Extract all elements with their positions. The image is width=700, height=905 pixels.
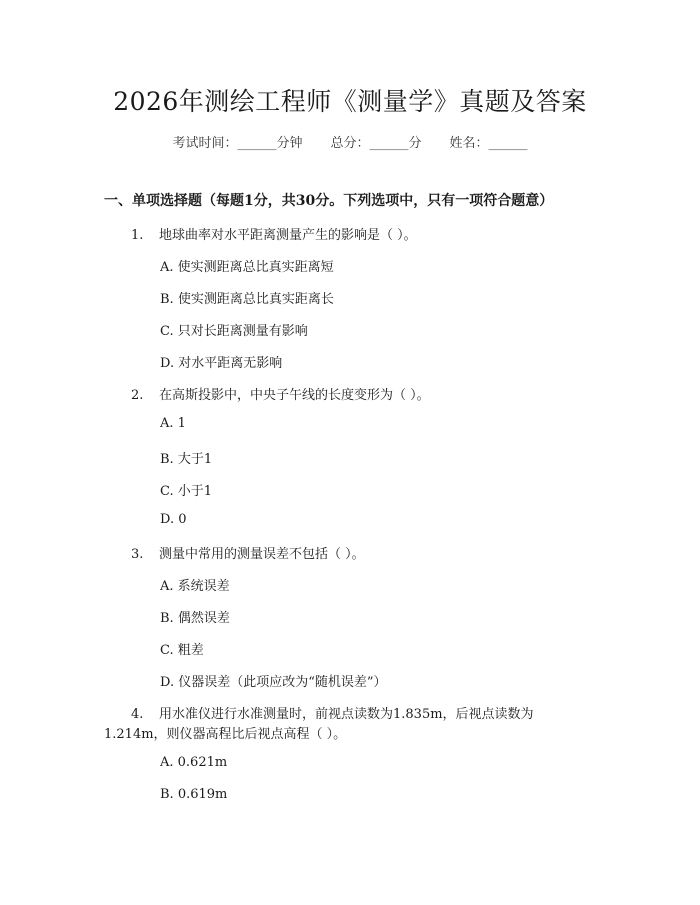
question-number: 2.	[131, 388, 144, 403]
question-4	[131, 703, 534, 722]
question-number: 1.	[131, 228, 144, 243]
option-4b: B. 0.619m	[160, 787, 228, 802]
question-3	[131, 543, 365, 562]
exam-meta	[0, 132, 700, 151]
option-3c: C. 粗差	[160, 643, 204, 658]
question-text-line2: 1.214m，则仪器高程比后视点高程（ ）。	[104, 727, 347, 742]
option-1b: B. 使实测距离总比真实距离长	[160, 292, 334, 307]
option-3b: B. 偶然误差	[160, 611, 230, 626]
option-4a: A. 0.621m	[160, 755, 228, 770]
student-name: 姓名：______	[449, 136, 528, 151]
question-1	[131, 224, 417, 243]
option-1c: C. 只对长距离测量有影响	[160, 324, 308, 339]
section-heading: 一、单项选择题（每题1分，共30分。下列选项中，只有一项符合题意）	[104, 193, 554, 209]
option-2d: D. 0	[160, 512, 187, 527]
document-title: 2026年测绘工程师《测量学》真题及答案	[113, 87, 587, 116]
exam-time: 考试时间：______分钟	[172, 136, 303, 151]
total-score: 总分：______分	[330, 136, 422, 151]
question-number: 4.	[131, 707, 144, 722]
option-1a: A. 使实测距离总比真实距离短	[160, 260, 334, 275]
question-text: 在高斯投影中，中央子午线的长度变形为（ ）。	[159, 388, 430, 403]
question-number: 3.	[131, 547, 144, 562]
question-text: 测量中常用的测量误差不包括（ ）。	[159, 547, 365, 562]
option-2a: A. 1	[160, 416, 186, 431]
option-1d: D. 对水平距离无影响	[160, 356, 283, 371]
question-text-line1: 用水准仪进行水准测量时，前视点读数为1.835m，后视点读数为	[159, 707, 534, 722]
option-2c: C. 小于1	[160, 484, 213, 499]
option-3a: A. 系统误差	[160, 579, 230, 594]
option-2b: B. 大于1	[160, 452, 213, 467]
question-2	[131, 384, 430, 403]
question-text: 地球曲率对水平距离测量产生的影响是（ ）。	[159, 228, 417, 243]
option-3d: D. 仪器误差（此项应改为“随机误差”）	[160, 675, 387, 690]
